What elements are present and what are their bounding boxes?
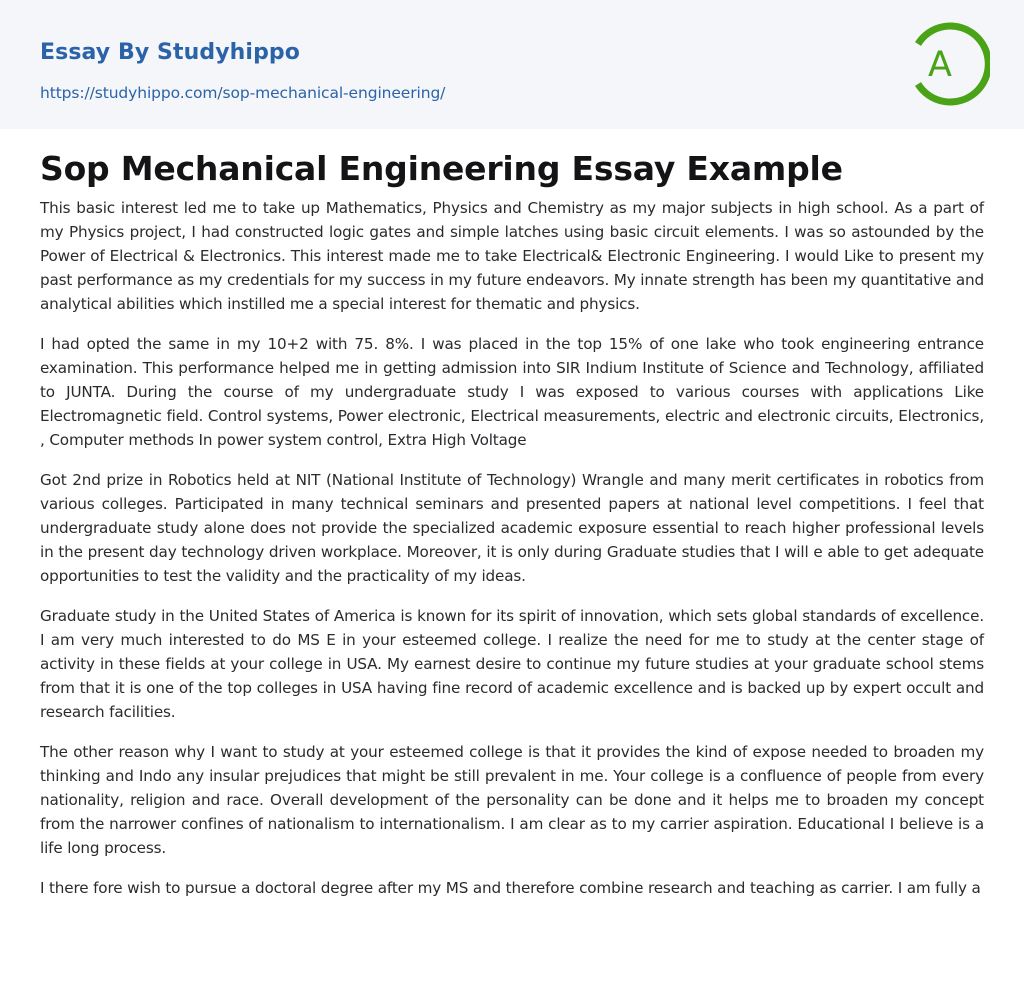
logo-letter: A [928, 45, 952, 85]
essay-body [40, 196, 984, 900]
essay-main [0, 148, 1024, 900]
studyhippo-logo-icon[interactable] [906, 18, 990, 106]
brand-title: Essay By Studyhippo [40, 40, 300, 65]
essay-paragraph-5: The other reason why I want to study at your esteemed college is that it provides the kind of expose needed to broaden my thinking and Indo any insular prejudices that might be still prevalent in me. Your college is a confluence of people from every nationality, religion and race. Overall development of the personality can be done and it helps me to broaden my concept from the narrower confines of nationalism to internationalism. I am clear as to my carrier aspiration. Educational I believe is a life long process. [40, 743, 984, 857]
site-header [0, 0, 1024, 129]
page-title: Sop Mechanical Engineering Essay Example [40, 149, 843, 188]
source-url-link[interactable]: https://studyhippo.com/sop-mechanical-engineering/ [40, 84, 446, 102]
essay-paragraph-3: Got 2nd prize in Robotics held at NIT (National Institute of Technology) Wrangle and many merit certificates in robotics from various colleges. Participated in many technical seminars and presented papers at national level competitions. I feel that undergraduate study alone does not provide the specialized academic exposure essential to reach higher professional levels in the present day technology driven workplace. Moreover, it is only during Graduate studies that I will e able to get adequate opportunities to test the validity and the practicality of my ideas. [40, 471, 984, 585]
essay-paragraph-6: I there fore wish to pursue a doctoral degree after my MS and therefore combine research and teaching as carrier. I am fully a [40, 879, 981, 897]
essay-paragraph-1: This basic interest led me to take up Mathematics, Physics and Chemistry as my major subjects in high school. As a part of my Physics project, I had constructed logic gates and simple latches using basic circuit elements. I was so astounded by the Power of Electrical & Electronics. This interest made me to take Electrical& Electronic Engineering. I would Like to present my past performance as my credentials for my success in my future endeavors. My innate strength has been my quantitative and analytical abilities which instilled me a special interest for thematic and physics. [40, 199, 984, 313]
logo-arc-icon [906, 18, 990, 106]
essay-paragraph-2: I had opted the same in my 10+2 with 75. 8%. I was placed in the top 15% of one lake who took engineering entrance examination. This performance helped me in getting admission into SIR Indium Institute of Science and Technology, affiliated to JUNTA. During the course of my undergraduate study I was exposed to various courses with applications Like Electromagnetic field. Control systems, Power electronic, Electrical measurements, electric and electronic circuits, Electronics, , Computer methods In power system control, Extra High Voltage [40, 335, 984, 449]
essay-paragraph-4: Graduate study in the United States of America is known for its spirit of innovation, which sets global standards of excellence. I am very much interested to do MS E in your esteemed college. I realize the need for me to study at the center stage of activity in these fields at your college in USA. My earnest desire to continue my future studies at your graduate school stems from that it is one of the top colleges in USA having fine record of academic excellence and is backed up by expert occult and research facilities. [40, 607, 984, 721]
